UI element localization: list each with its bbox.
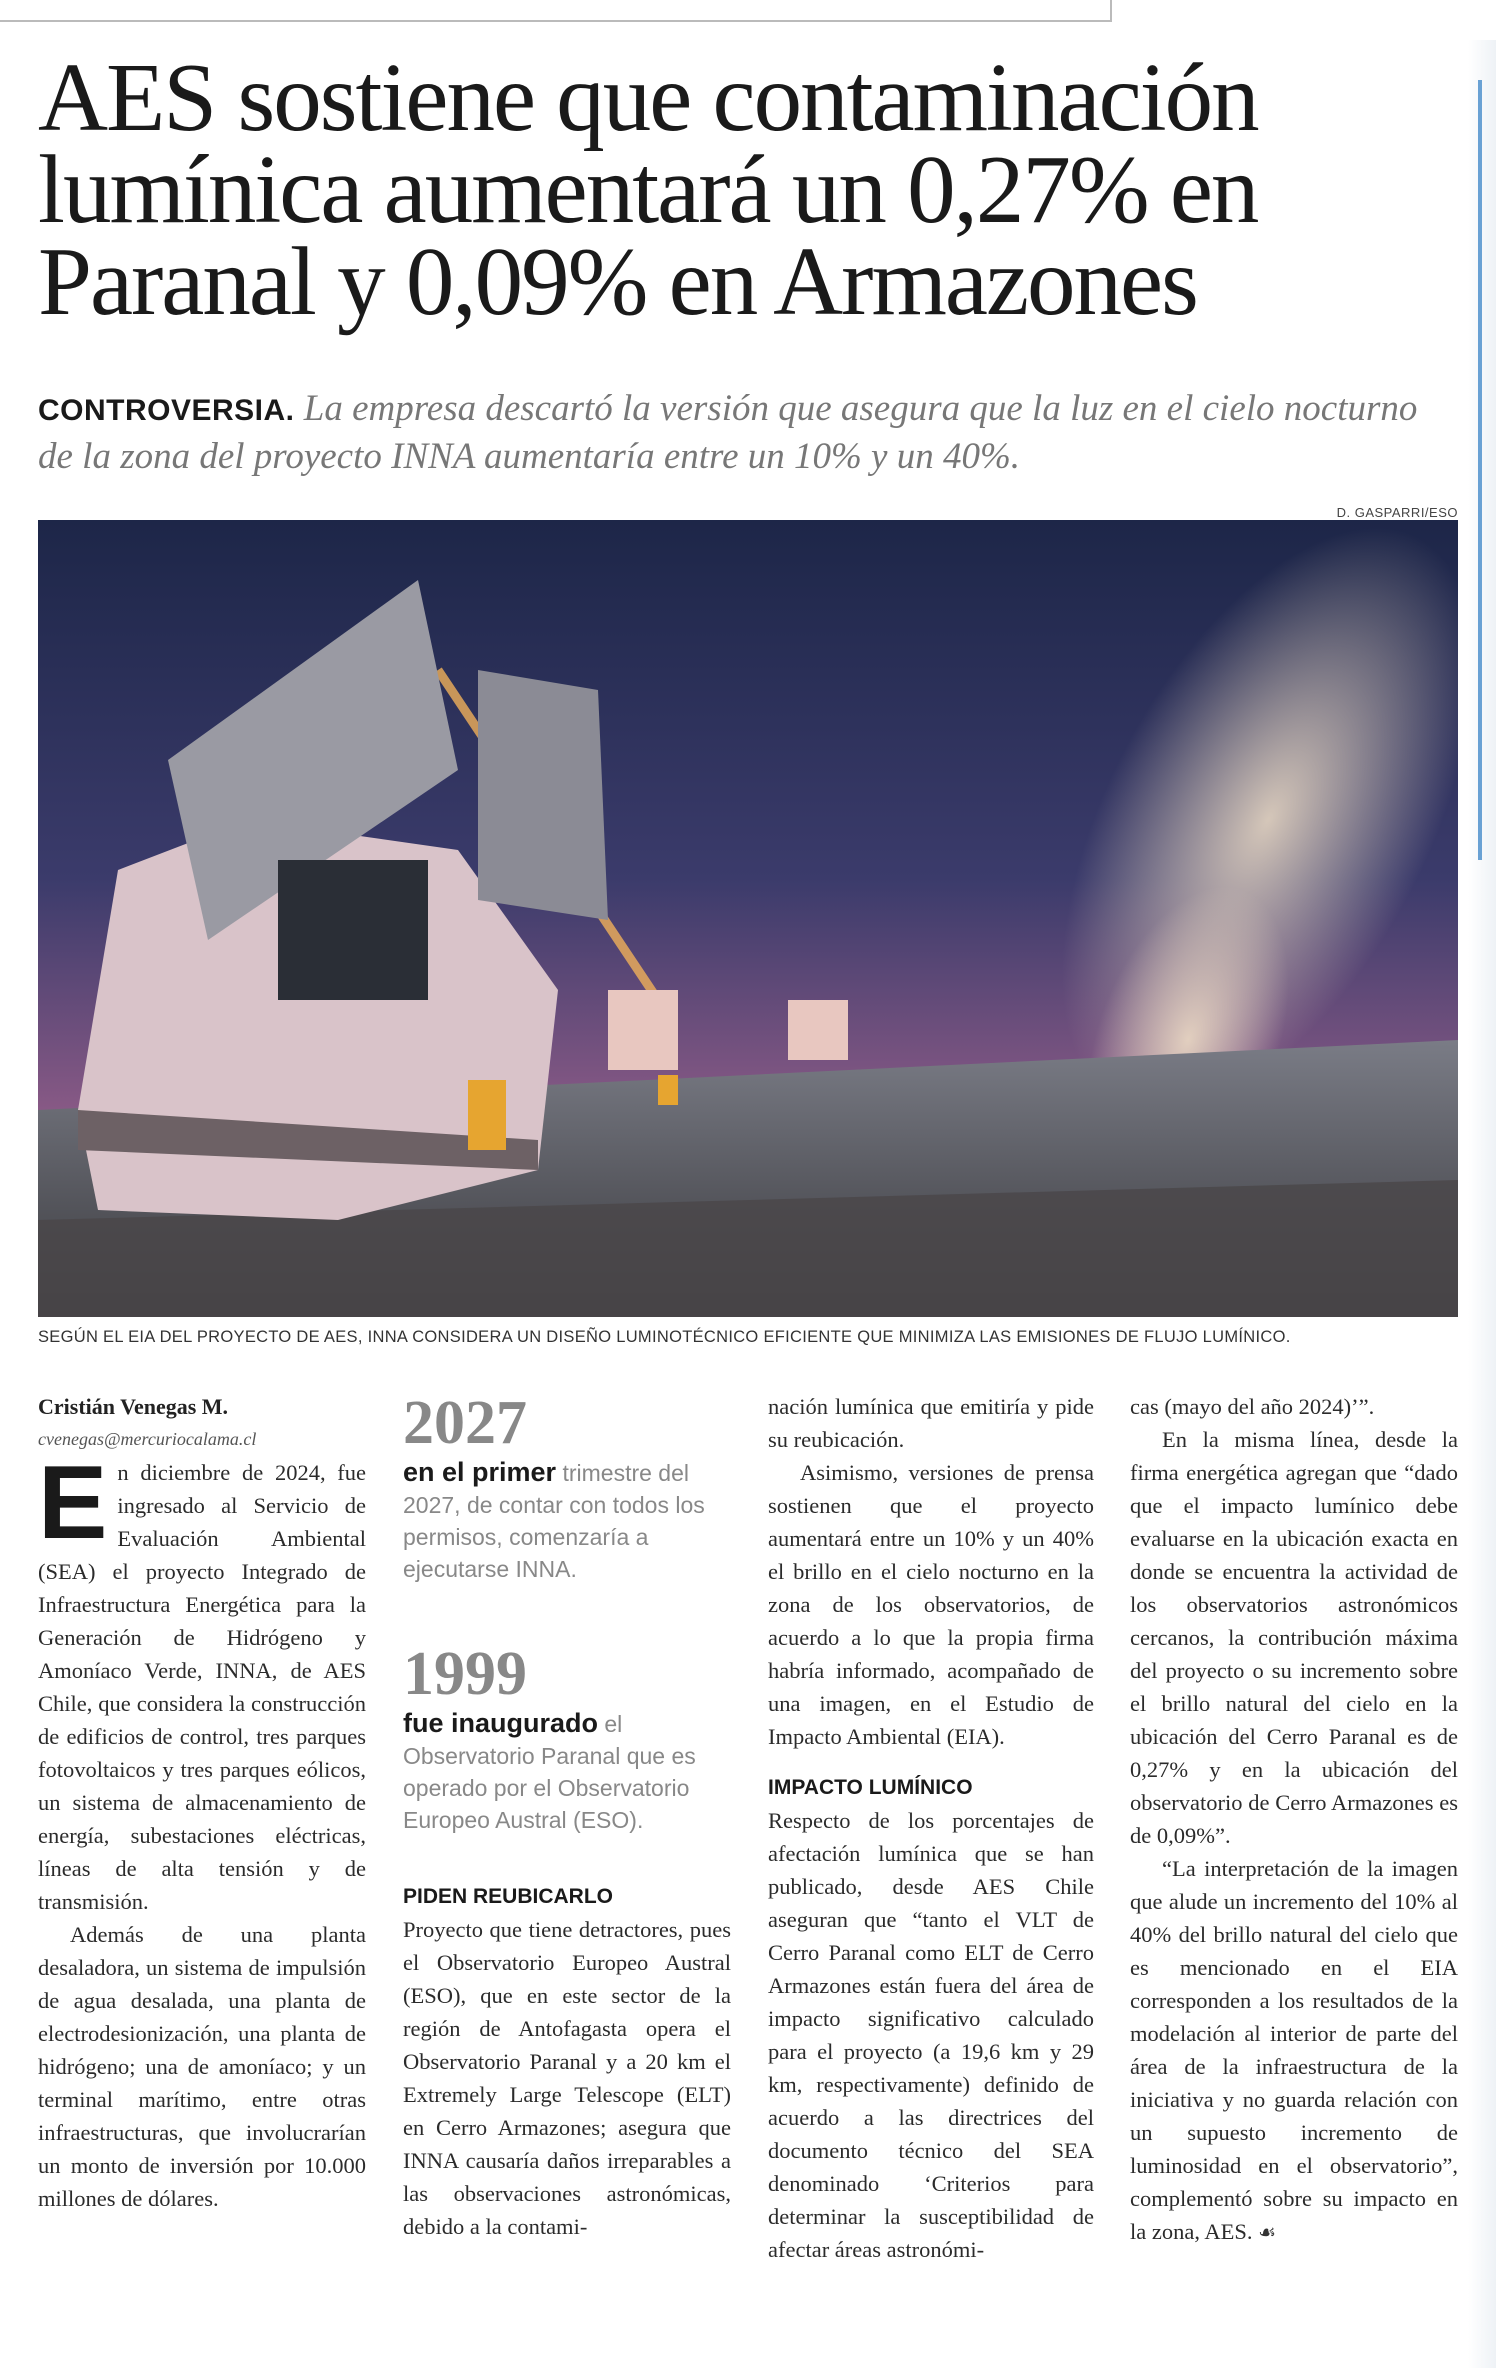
column-2 [403, 1390, 731, 2243]
subhead: IMPACTO LUMÍNICO [768, 1776, 973, 1799]
body-paragraph: En diciembre de 2024, fue ingresado al Servicio de Evaluación Ambiental (SEA) el proyecto Integrado de Infraestructura Energética para la Generación de Hidrógeno y Amoníaco Verde, INNA, de AES Chile, que considera la construcción de edificios de control, tres parques fotovoltaicos y tres parques eólicos, un sistema de almacenamiento de energía, subestaciones eléctricas, líneas de alta tensión y de transmisión. [38, 1445, 366, 1914]
adjacent-page-blue-strip [1478, 80, 1482, 860]
column-1 [38, 1390, 366, 2215]
body-paragraph: “La interpretación de la imagen que alude un incremento del 10% al 40% del brillo natural del cielo que es mencionado en el EIA corresponden a los resultados de la modelación al interior de parte del área de la infraestructura de la iniciativa y no guarda relación con un supuesto incremento de luminosidad en el observatorio”, complementó sobre su impacto en la zona, AES. ☙ [1130, 1856, 1458, 2244]
deck [38, 386, 1458, 480]
deck-text: La empresa descartó la versión que asegura que la luz en el cielo nocturno de la zona del proyecto INNA aumentaría entre un 10% y un 40%. [38, 388, 1418, 477]
top-rule-tick [1110, 0, 1112, 22]
end-mark: ☙ [1258, 2222, 1277, 2244]
column-3 [768, 1390, 1094, 2266]
distant-unit-telescope [788, 1000, 848, 1060]
body-paragraph: cas (mayo del año 2024)’”. [1130, 1394, 1375, 1419]
photo-credit: D. GASPARRI/ESO [1336, 505, 1458, 520]
stat-description: fue inaugurado el Observatorio Paranal que es operado por el Observatorio Europeo Austral (ESO). [403, 1708, 696, 1833]
stat-description: en el primer trimestre del 2027, de contar con todos los permisos, comenzaría a ejecutarse INNA. [403, 1457, 705, 1582]
telescope-photo-illustration [38, 520, 1458, 1317]
body-paragraph: Respecto de los porcentajes de afectación lumínica que se han publicado, desde AES Chile aseguran que “tanto el VLT de Cerro Paranal como ELT de Cerro Armazones están fuera del área de impacto significativo calculado para el proyecto (a 19,6 km y 29 km, respectivamente) definido de acuerdo a las directrices del documento técnico del SEA denominado ‘Criterios para determinar la susceptibilidad de afectar áreas astronómi- [768, 1808, 1094, 2262]
stat-number: 1999 [403, 1640, 527, 1708]
distant-unit-telescope [608, 990, 678, 1070]
body-paragraph: En la misma línea, desde la firma energética agregan que “dado que el impacto lumínico debe evaluarse en la ubicación exacta en donde se encuentra la actividad de los observatorios astronómicos cercanos, la contribución máxima del proyecto o su incremento sobre el brillo natural del cielo en la ubicación del Cerro Paranal es de 0,27% y en la ubicación del observatorio de Cerro Armazones es de 0,09%”. [1130, 1427, 1458, 1848]
stat-number: 2027 [403, 1389, 527, 1457]
body-paragraph: Además de una planta desaladora, un sistema de impulsión de agua desalada, una planta de electrodesionización, una planta de hidrógeno; una de amoníaco; y un terminal marítimo, entre otras infraestructuras, que involucrarían un monto de inversión por 10.000 millones de dólares. [38, 1922, 366, 2211]
body-paragraph: nación lumínica que emitiría y pide su reubicación. [768, 1394, 1094, 1452]
body-paragraph: Proyecto que tiene detractores, pues el Observatorio Europeo Austral (ESO), que en este sector de la región de Antofagasta opera el Observatorio Paranal y a 20 km el Extremely Large Telescope (ELT) en Cerro Armazones; asegura que INNA causaría daños irreparables a las observaciones astronómicas, debido a la contami- [403, 1917, 731, 2239]
adjacent-page-edge [1468, 40, 1496, 2368]
drop-cap: E [38, 1445, 108, 1561]
author-email: cvenegas@mercuriocalama.cl [38, 1429, 257, 1449]
column-4 [1130, 1390, 1458, 2250]
subhead: PIDEN REUBICARLO [403, 1885, 614, 1908]
author-byline: Cristián Venegas M. [38, 1394, 229, 1419]
top-rule [0, 20, 1110, 22]
body-paragraph: Asimismo, versiones de prensa sostienen que el proyecto aumentará entre un 10% y un 40% el brillo en el cielo nocturno en la zona de los observatorios, de acuerdo a lo que la propia firma habría informado, acompañado de una imagen, en el Estudio de Impacto Ambiental (EIA). [768, 1460, 1094, 1749]
photo-caption: SEGÚN EL EIA DEL PROYECTO DE AES, INNA CONSIDERA UN DISEÑO LUMINOTÉCNICO EFICIENTE QUE MINIMIZA LAS EMISIONES DE FLUJO LUMÍNICO. [38, 1328, 1291, 1346]
headline: AES sostiene que contaminación lumínica aumentará un 0,27% en Paranal y 0,09% en Armazones [38, 44, 1258, 335]
telescope-photo [38, 520, 1458, 1317]
kicker: CONTROVERSIA. [38, 394, 295, 427]
